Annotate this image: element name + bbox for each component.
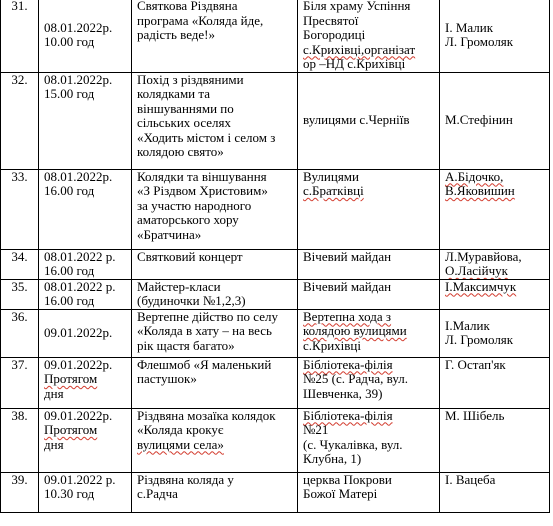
event-name-cell: Майстер-класи (будиночки №1,2,3): [132, 279, 298, 309]
row-number: 37.: [1, 357, 39, 408]
date-cell: 08.01.2022 р. 16.00 год: [39, 249, 132, 279]
event-name-cell: Флешмоб «Я маленький пастушок»: [132, 357, 298, 408]
place-cell: церква Покрови Божої Матері: [298, 472, 440, 512]
place-cell: Вічевий майдан: [298, 279, 440, 309]
responsible-cell: Л.Муравйова, О.Ласійчук: [440, 249, 550, 279]
place-cell: Бібліотека-філія №25 (с. Радча, вул. Шевченка, 39): [298, 357, 440, 408]
table-row: [1, 357, 550, 408]
event-name-cell: Різдвяна мозаїка колядок «Коляда крокує вулицями села»: [132, 408, 298, 472]
responsible-cell: І.Максимчук: [440, 279, 550, 309]
date-cell: 08.01.2022р. 15.00 год: [39, 72, 132, 169]
row-number: 33.: [1, 169, 39, 249]
date-cell: 09.01.2022р.: [39, 309, 132, 357]
date-cell: 09.01.2022р. Протягом дня: [39, 357, 132, 408]
responsible-cell: Г. Остап'як: [440, 357, 550, 408]
place-cell: Бібліотека-філія №21 (с. Чукалівка, вул. Клубна, 1): [298, 408, 440, 472]
event-name-cell: Святкова Різдвяна програма «Коляда йде, радість веде!»: [132, 0, 298, 72]
table-row: [1, 0, 550, 72]
event-name-cell: Різдвяна коляда у с.Радча: [132, 472, 298, 512]
responsible-cell: А.Бідочко, В.Яковишин: [440, 169, 550, 249]
row-number: 35.: [1, 279, 39, 309]
date-cell: 08.01.2022р. 10.00 год: [39, 0, 132, 72]
row-number: 31.: [1, 0, 39, 72]
event-name-cell: Святковий концерт: [132, 249, 298, 279]
table-row: [1, 472, 550, 512]
responsible-cell: М.Стефінин: [440, 72, 550, 169]
table-row: [1, 72, 550, 169]
row-number: 34.: [1, 249, 39, 279]
responsible-cell: М. Шібель: [440, 408, 550, 472]
row-number: 39.: [1, 472, 39, 512]
event-name-cell: Колядки та віншування «З Різдвом Христовим» за участю народного аматорського хору «Братчина»: [132, 169, 298, 249]
table-row: [1, 408, 550, 472]
place-cell: Вулицями с.Братківці: [298, 169, 440, 249]
date-cell: 08.01.2022р. 16.00 год: [39, 169, 132, 249]
place-cell: Біля храму Успіння Пресвятої Богородиці с.Крихівці,організат ор –НД с.Крихівці: [298, 0, 440, 72]
table-row: [1, 249, 550, 279]
event-name-cell: Вертепне дійство по селу «Коляда в хату – на весь рік щастя багато»: [132, 309, 298, 357]
place-cell: Вертепна хода з колядою вулицями с.Крихівці: [298, 309, 440, 357]
table-row: [1, 309, 550, 357]
date-cell: 08.01.2022 р. 16.00 год: [39, 279, 132, 309]
table-row: [1, 169, 550, 249]
responsible-cell: І.Малик Л. Громоляк: [440, 309, 550, 357]
responsible-cell: І. Вацеба: [440, 472, 550, 512]
date-cell: 09.01.2022 р. 10.30 год: [39, 472, 132, 512]
date-cell: 09.01.2022р. Протягом дня: [39, 408, 132, 472]
place-cell: Вічевий майдан: [298, 249, 440, 279]
row-number: 38.: [1, 408, 39, 472]
responsible-cell: І. Малик Л. Громоляк: [440, 0, 550, 72]
place-cell: вулицями с.Черніїв: [298, 72, 440, 169]
table-row: [1, 279, 550, 309]
event-name-cell: Похід з різдвяними колядками та віншуваннями по сільських оселях «Ходить містом і селом з колядою свято»: [132, 72, 298, 169]
row-number: 32.: [1, 72, 39, 169]
row-number: 36.: [1, 309, 39, 357]
